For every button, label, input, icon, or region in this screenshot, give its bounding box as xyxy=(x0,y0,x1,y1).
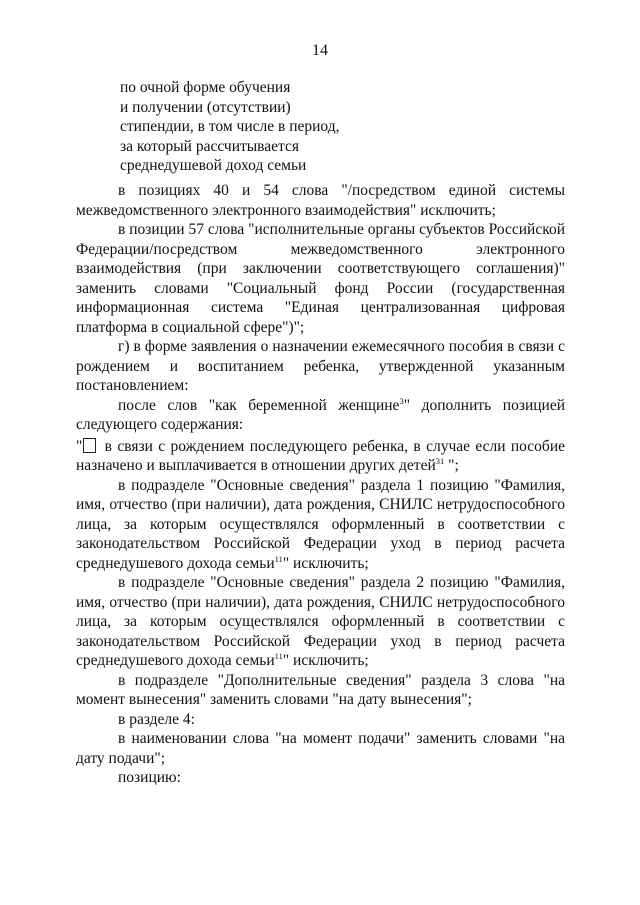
paragraph: в подразделе "Дополнительные сведения" раздела 3 слова "на момент вынесения" заменить словами "на дату вынесения"; xyxy=(76,671,565,708)
quote-line: по очной форме обучения xyxy=(120,79,291,96)
open-quote: " xyxy=(76,437,83,455)
paragraph-text: " исключить; xyxy=(282,652,369,669)
paragraph: в разделе 4: xyxy=(118,710,195,728)
paragraph-text: в связи с рождением последующего ребенка, в случае если пособие назначено и выплачивается в отношении других детей xyxy=(76,437,565,474)
footnote-ref: 11 xyxy=(274,553,283,564)
footnote-ref: 11 xyxy=(274,651,283,661)
paragraph-text: "; xyxy=(444,457,459,474)
quote-line: и получении (отсутствии) xyxy=(120,98,291,116)
paragraph: в наименовании слова "на момент подачи" заменить словами "на дату подачи"; xyxy=(76,730,565,767)
footnote-ref: 3 xyxy=(399,395,404,406)
footnote-ref: 31 xyxy=(435,456,445,466)
paragraph xyxy=(76,396,565,435)
paragraph-text: после слов "как беременной женщине xyxy=(118,396,400,414)
paragraph: в позициях 40 и 54 слова "/посредством единой системы межведомственного электронного взаимодействия" исключить; xyxy=(76,182,565,219)
quote-line: стипендии, в том числе в период, xyxy=(120,118,340,135)
paragraph-text: " дополнить позицией следующего содержания: xyxy=(76,396,566,433)
paragraph-text: в подразделе "Основные сведения" раздела 2 позицию "Фамилия, имя, отчество (при наличии), дата рождения, СНИЛС нетрудоспособного лица, за которым осуществлялся оформленный в соответствии с законодательством Российской Федерации уход в период расчета среднедушевого дохода семьи xyxy=(76,574,565,669)
paragraph-text: в подразделе "Основные сведения" раздела 1 позицию "Фамилия, имя, отчество (при наличии), дата рождения, СНИЛС нетрудоспособного лица, за которым осуществлялся оформленный в соответствии с законодательством Российской Федерации уход в период расчета среднедушевого дохода семьи xyxy=(76,476,565,572)
paragraph: в позиции 57 слова "исполнительные органы субъектов Российской Федерации/посредством межведомственного электронного взаимодействия (при заключении соответствующего соглашения)" заменить словами "Социальный фонд России (государственная информационная система "Единая централизованная цифровая платформа в социальной сфере")"; xyxy=(76,221,565,336)
quote-line: за который рассчитывается xyxy=(120,137,300,155)
quoted-position-block xyxy=(120,78,339,176)
quote-line: среднедушевой доход семьи xyxy=(120,157,307,174)
paragraph-text: " исключить; xyxy=(282,554,369,572)
checkbox-icon xyxy=(83,438,96,453)
page-number: 14 xyxy=(312,42,328,59)
paragraph xyxy=(76,437,565,476)
paragraph: г) в форме заявления о назначении ежемесячного пособия в связи с рождением и воспитанием ребенка, утвержденной указанным постановлением: xyxy=(76,338,565,394)
paragraph xyxy=(76,476,565,574)
paragraph: позицию: xyxy=(118,769,181,786)
paragraph xyxy=(76,573,565,671)
document-body xyxy=(76,181,565,788)
